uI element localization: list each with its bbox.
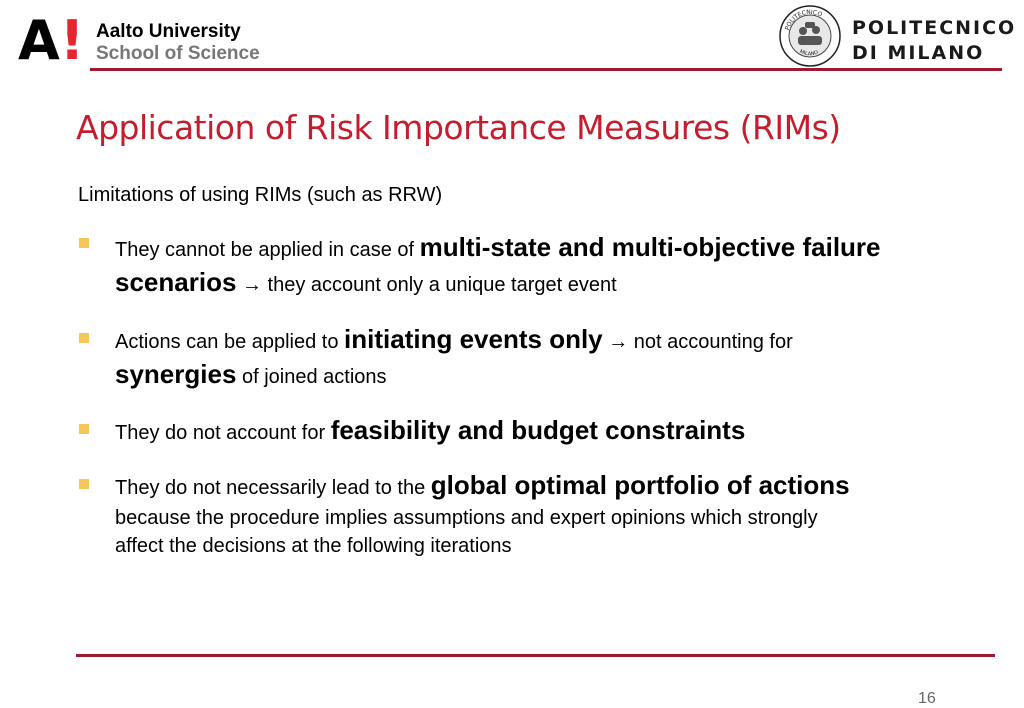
page-number: 16	[918, 690, 936, 707]
header-divider	[90, 68, 1002, 71]
svg-text:POLITECNICO: POLITECNICO	[783, 8, 824, 32]
bullet-2-middle: not accounting for	[628, 331, 793, 353]
bullet-marker	[79, 333, 89, 343]
svg-text:MILANO: MILANO	[798, 48, 820, 58]
bullet-item-2	[115, 323, 995, 393]
bullet-item-3	[115, 414, 995, 449]
bullet-4-text: They do not necessarily lead to the	[115, 477, 431, 499]
arrow-icon: →	[241, 274, 262, 296]
aalto-university-name: Aalto University	[96, 21, 241, 42]
bullet-4-line-2: because the procedure implies assumptions and expert opinions which strongly	[115, 507, 818, 529]
bullet-1-emphasis: multi-state and multi-objective failure	[419, 232, 881, 262]
bullet-marker	[79, 238, 89, 248]
arrow-icon: →	[608, 331, 629, 353]
page-title: Application of Risk Importance Measures (RIMs)	[76, 108, 841, 147]
bullet-3-emphasis: feasibility and budget constraints	[330, 415, 746, 445]
polimi-name-line2: DI MILANO	[852, 42, 985, 64]
bullet-marker	[79, 424, 89, 434]
aalto-logo-letter: A	[18, 9, 58, 72]
polimi-seal-icon	[778, 4, 842, 68]
bullet-2-tail: of joined actions	[236, 366, 387, 388]
bullet-1-tail: they account only a unique target event	[261, 274, 617, 296]
bullet-4-emphasis: global optimal portfolio of actions	[430, 470, 850, 500]
aalto-logo	[18, 9, 85, 72]
bullet-item-4	[115, 469, 995, 560]
bullet-2-emphasis-2: synergies	[115, 359, 237, 389]
bullet-3-text: They do not account for	[115, 422, 331, 444]
bullet-1-emphasis-2: scenarios	[115, 267, 237, 297]
bullet-2-text: Actions can be applied to	[115, 331, 345, 353]
bullet-4-line-3: affect the decisions at the following iterations	[115, 535, 512, 557]
footer-divider	[76, 654, 995, 657]
bullet-marker	[79, 479, 89, 489]
bullet-1-text: They cannot be applied in case of	[115, 239, 420, 261]
bullet-2-emphasis: initiating events only	[344, 324, 603, 354]
aalto-school-name: School of Science	[96, 43, 260, 64]
polimi-name-line1: POLITECNICO	[852, 17, 1017, 39]
slide-subtitle: Limitations of using RIMs (such as RRW)	[78, 184, 443, 206]
aalto-logo-exclamation: !	[59, 9, 85, 72]
bullet-item-1	[115, 231, 995, 301]
